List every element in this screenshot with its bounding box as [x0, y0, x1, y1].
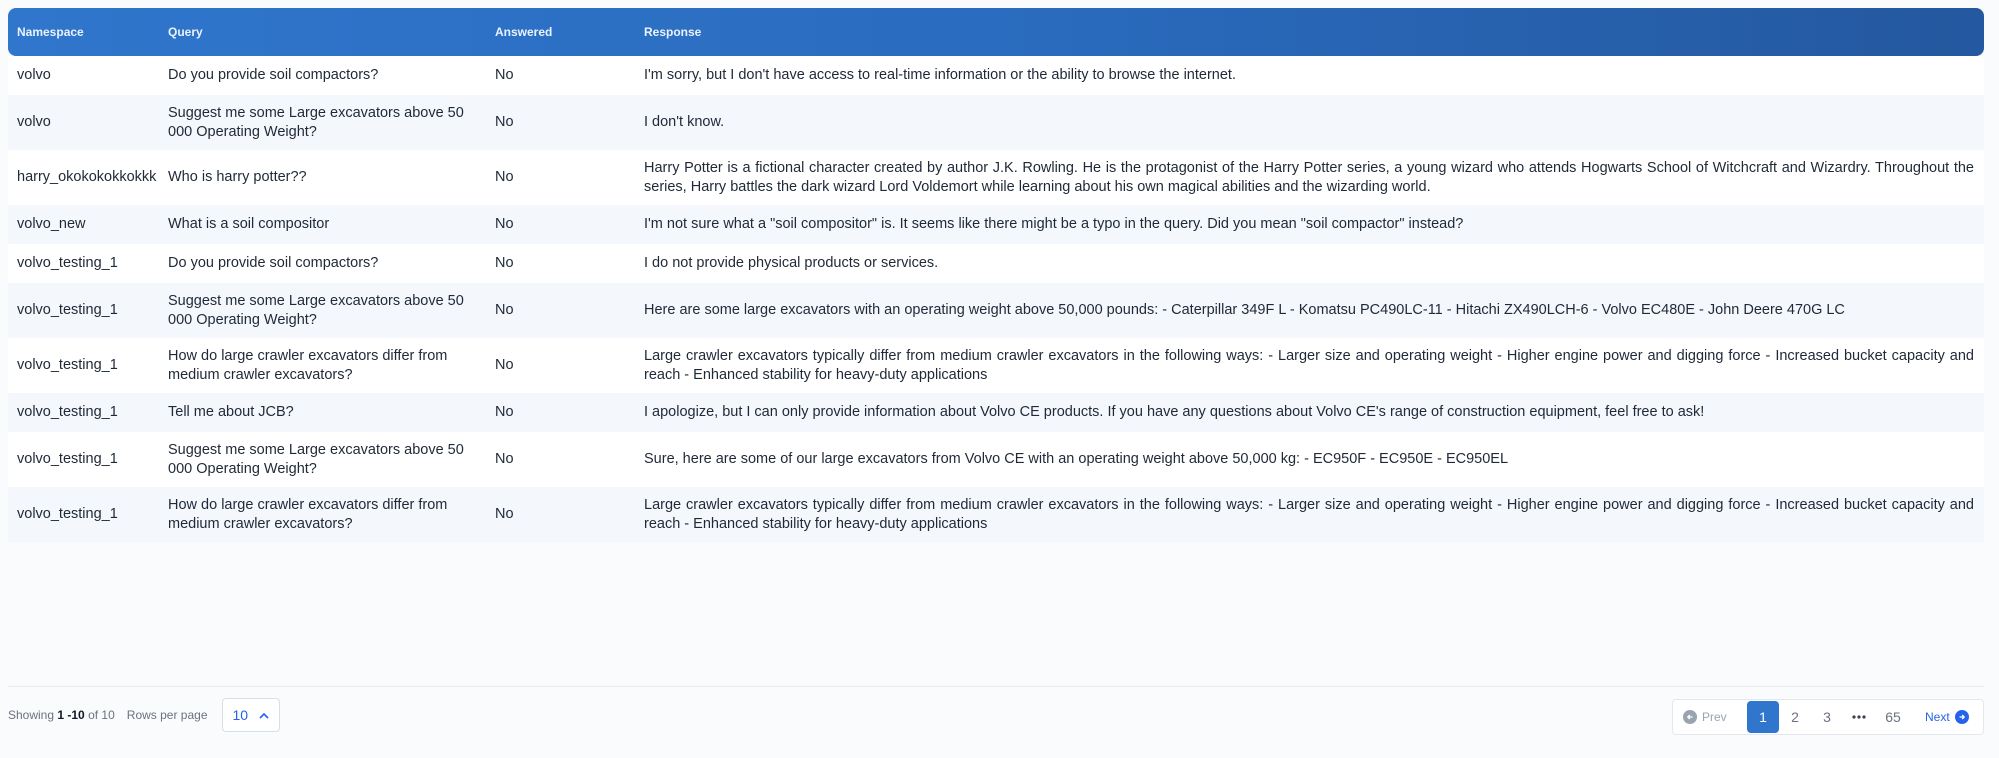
column-header-response[interactable]: Response [644, 25, 702, 39]
cell-query: Suggest me some Large excavators above 50 000 Operating Weight? [168, 104, 464, 140]
cell-namespace: harry_okokokokkokkk [17, 169, 157, 185]
table-row[interactable] [8, 338, 1984, 393]
cell-answered: No [495, 114, 514, 130]
rows-per-page-select[interactable] [222, 698, 280, 732]
cell-query: What is a soil compositor [168, 216, 330, 232]
cell-answered: No [495, 67, 514, 83]
cell-answered: No [495, 357, 514, 373]
table-footer [8, 686, 1984, 731]
cell-query: Do you provide soil compactors? [168, 67, 379, 83]
table-header [8, 8, 1984, 56]
table-row[interactable] [8, 244, 1984, 283]
table-row[interactable] [8, 487, 1984, 542]
column-header-answered[interactable]: Answered [495, 25, 553, 39]
column-header-query[interactable]: Query [168, 25, 203, 39]
cell-response: Harry Potter is a fictional character created by author J.K. Rowling. He is the protagonist of the Harry Potter series, a young wizard who attends Hogwarts School of Witchcraft and Wizardry. Throughout the series, Harry battles the dark wizard Lord Voldemort while learning about his own magical abilities and the wizarding world. [644, 159, 1974, 195]
prev-label: Prev [1702, 710, 1727, 724]
page-button-1[interactable]: 1 [1747, 701, 1779, 733]
page-button-2[interactable]: 2 [1791, 709, 1799, 725]
cell-namespace: volvo_testing_1 [17, 506, 118, 522]
cell-response: I do not provide physical products or services. [644, 255, 939, 271]
chevron-up-icon [259, 712, 269, 719]
pagination [1672, 699, 1984, 735]
cell-answered: No [495, 451, 514, 467]
cell-response: Sure, here are some of our large excavators from Volvo CE with an operating weight above 50,000 kg: - EC950F - EC950E - EC950EL [644, 451, 1509, 467]
cell-answered: No [495, 404, 514, 420]
cell-answered: No [495, 169, 514, 185]
cell-response: Large crawler excavators typically differ from medium crawler excavators in the following ways: - Larger size and operating weight - Higher engine power and digging force - Increased bucket capacity and reach - Enhanced stability for heavy-duty applications [644, 496, 1974, 532]
cell-query: Suggest me some Large excavators above 50 000 Operating Weight? [168, 292, 464, 328]
cell-namespace: volvo_testing_1 [17, 404, 118, 420]
rows-per-page-label: Rows per page [126, 708, 208, 722]
cell-response: Here are some large excavators with an operating weight above 50,000 pounds: - Caterpillar 349F L - Komatsu PC490LC-11 - Hitachi ZX490LCH-6 - Volvo EC480E - John Deere 470G LC [644, 302, 1845, 318]
cell-answered: No [495, 255, 514, 271]
cell-response: I apologize, but I can only provide information about Volvo CE products. If you have any questions about Volvo CE's range of construction equipment, feel free to ask! [644, 404, 1705, 420]
cell-query: Suggest me some Large excavators above 50 000 Operating Weight? [168, 441, 464, 477]
cell-answered: No [495, 216, 514, 232]
column-header-namespace[interactable]: Namespace [17, 25, 84, 39]
cell-response: I don't know. [644, 114, 725, 130]
cell-namespace: volvo_testing_1 [17, 255, 118, 271]
page-button-last[interactable]: 65 [1885, 709, 1901, 725]
showing-summary [8, 696, 115, 722]
cell-namespace: volvo_testing_1 [17, 357, 118, 373]
table-row[interactable] [8, 95, 1984, 150]
cell-response: Large crawler excavators typically differ from medium crawler excavators in the following ways: - Larger size and operating weight - Higher engine power and digging force - Increased bucket capacity and reach - Enhanced stability for heavy-duty applications [644, 347, 1974, 383]
rows-per-page-value: 10 [232, 707, 249, 723]
cell-namespace: volvo_testing_1 [17, 451, 118, 467]
cell-query: Tell me about JCB? [168, 404, 294, 420]
table-row[interactable] [8, 150, 1984, 205]
cell-namespace: volvo [17, 67, 51, 83]
cell-namespace: volvo [17, 114, 51, 130]
arrow-left-circle-icon [1683, 710, 1697, 724]
showing-total: of 10 [88, 708, 115, 722]
queries-table [8, 8, 1984, 542]
table-row[interactable] [8, 393, 1984, 432]
cell-namespace: volvo_new [17, 216, 86, 232]
ellipsis-icon [1843, 701, 1875, 733]
cell-response: I'm sorry, but I don't have access to real-time information or the ability to browse the internet. [644, 67, 1236, 83]
cell-query: Who is harry potter?? [168, 169, 307, 185]
showing-prefix: Showing [8, 708, 55, 722]
cell-answered: No [495, 302, 514, 318]
cell-response: I'm not sure what a "soil compositor" is. It seems like there might be a typo in the query. Did you mean "soil compactor" instead? [644, 216, 1464, 232]
cell-answered: No [495, 506, 514, 522]
cell-namespace: volvo_testing_1 [17, 302, 118, 318]
showing-range: 1 -10 [57, 708, 85, 722]
table-row[interactable] [8, 432, 1984, 487]
arrow-right-circle-icon [1955, 710, 1969, 724]
next-label: Next [1925, 710, 1950, 724]
cell-query: How do large crawler excavators differ from medium crawler excavators? [168, 496, 448, 532]
table-row[interactable] [8, 283, 1984, 338]
table-row[interactable] [8, 205, 1984, 244]
prev-page-button[interactable] [1683, 710, 1747, 724]
cell-query: Do you provide soil compactors? [168, 255, 379, 271]
next-page-button[interactable] [1925, 710, 1969, 724]
table-row[interactable] [8, 56, 1984, 95]
page-button-3[interactable]: 3 [1823, 709, 1831, 725]
cell-query: How do large crawler excavators differ from medium crawler excavators? [168, 347, 448, 383]
